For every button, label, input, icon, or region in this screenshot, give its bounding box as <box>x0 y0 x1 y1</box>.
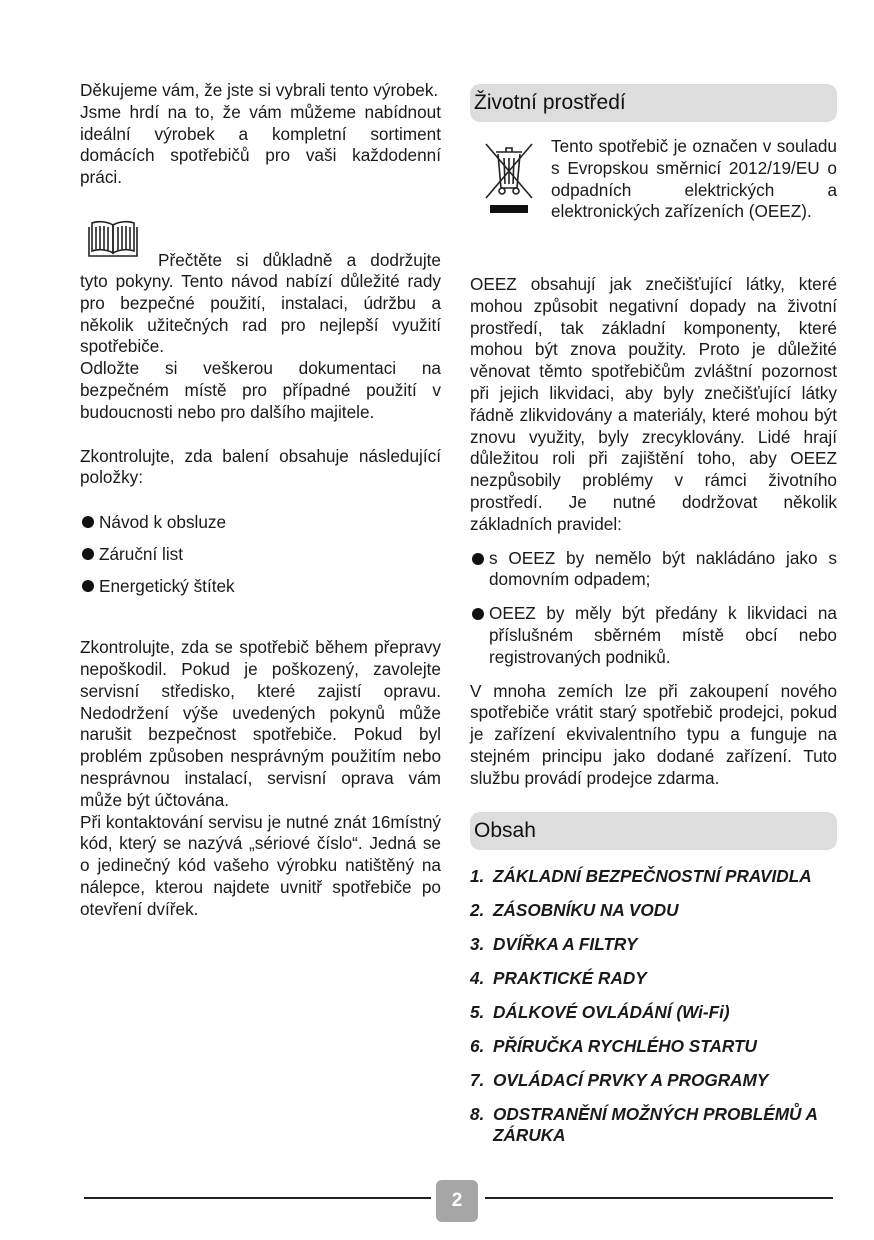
package-items-list <box>80 511 441 597</box>
toc-item[interactable] <box>470 1036 837 1057</box>
proud-paragraph: Jsme hrdí na to, že vám můžeme nabídnout ideální výrobek a kompletní sortiment domácích spotřebičů pro vaši každodenní práci. <box>80 101 441 188</box>
weee-intro-text: Tento spotřebič je označen v souladu s Evropskou směrnicí 2012/19/EU o odpadních elektrických a elektronických zařízeních (OEEZ). <box>551 136 837 222</box>
package-item-label: Návod k obsluze <box>99 512 227 533</box>
left-column <box>80 80 441 921</box>
weee-body-text: OEEZ obsahují jak znečišťující látky, které mohou způsobit negativní dopady na životní prostředí, tak základní komponenty, které mohou být znova použity. Proto je důležité věnovat těmto spotřebičům zvláštní pozornost při jejich likvidaci, aby byly znečišťující látky řádně zlikvidovány a materiály, které mohou být znovu využity, byly zrecyklovány. Lidé hrají důležitou roli při zajištění toho, aby OEEZ nezpůsobily problémy v rámci životního prostředí. Je nutné dodržovat několik základních pravidel: <box>470 274 837 534</box>
toc-number: 8. <box>470 1103 485 1124</box>
thanks-paragraph: Děkujeme vám, že jste si vybrali tento výrobek. <box>80 80 439 100</box>
check-damage-text: Zkontrolujte, zda se spotřebič během přepravy nepoškodil. Pokud je poškozený, zavolejte servisní středisko, které zajistí opravu. Nedodržení výše uvedených pokynů může narušit bezpečnost spotřebiče. Pokud byl problém způsoben nesprávným použitím nebo nesprávnou instalací, servisní oprava vám může být účtována. <box>80 637 441 810</box>
toc-number: 1. <box>470 865 485 886</box>
crossed-out-wheelie-bin-icon <box>482 138 536 214</box>
list-item <box>80 543 441 565</box>
toc-title: PŘÍRUČKA RYCHLÉHO STARTU <box>493 1035 757 1056</box>
bullet-icon <box>82 516 94 528</box>
toc-title: OVLÁDACÍ PRVKY A PROGRAMY <box>493 1069 769 1090</box>
package-item-label: Energetický štítek <box>99 576 235 597</box>
footer-divider-left <box>84 1197 431 1199</box>
read-instructions-text: tyto pokyny. Tento návod nabízí důležité rady pro bezpečné použití, instalaci, údržbu a několik užitečných rad pro nejlepší využití spotřebiče. <box>80 270 441 357</box>
toc-number: 5. <box>470 1001 485 1022</box>
toc-item[interactable] <box>470 866 837 887</box>
right-column <box>470 84 837 1159</box>
toc-title: ODSTRANĚNÍ MOŽNÝCH PROBLÉMŮ A ZÁRUKA <box>493 1103 818 1145</box>
weee-notice <box>470 136 837 276</box>
page-number-badge: 2 <box>436 1180 478 1222</box>
list-item <box>470 603 837 668</box>
store-documentation-text: Odložte si veškerou dokumentaci na bezpečném místě pro případné použití v budoucnosti nebo pro dalšího majitele. <box>80 358 441 422</box>
toc-number: 7. <box>470 1069 485 1090</box>
toc-title: ZÁKLADNÍ BEZPEČNOSTNÍ PRAVIDLA <box>493 865 812 886</box>
toc-item[interactable] <box>470 934 837 955</box>
toc-item[interactable] <box>470 1002 837 1023</box>
toc-number: 3. <box>470 933 485 954</box>
toc-item[interactable] <box>470 1070 837 1091</box>
bullet-icon <box>82 548 94 560</box>
rule-text: OEEZ by měly být předány k likvidaci na příslušném sběrném místě obcí nebo registrovaných podniků. <box>489 603 837 667</box>
toc-number: 4. <box>470 967 485 988</box>
footer-divider-right <box>485 1197 833 1199</box>
take-back-text: V mnoha zemích lze při zakoupení nového spotřebiče vrátit starý spotřebič prodejci, pokud je zařízení ekvivalentního typu a funguje na stejném principu jako dodané zařízení. Tuto službu provádí prodejce zdarma. <box>470 680 837 788</box>
toc-title: DÁLKOVÉ OVLÁDÁNÍ (Wi-Fi) <box>493 1001 730 1022</box>
bullet-icon <box>82 580 94 592</box>
open-book-icon <box>88 219 138 259</box>
table-of-contents <box>470 866 837 1146</box>
read-instructions-row <box>80 219 441 271</box>
bullet-icon <box>472 608 484 620</box>
toc-number: 2. <box>470 899 485 920</box>
list-item <box>470 548 837 592</box>
check-package-text: Zkontrolujte, zda balení obsahuje následující položky: <box>80 445 441 488</box>
toc-item[interactable] <box>470 1104 837 1146</box>
bullet-icon <box>472 553 484 565</box>
toc-title: PRAKTICKÉ RADY <box>493 967 647 988</box>
package-item-label: Záruční list <box>99 544 184 565</box>
disposal-rules-list <box>470 548 837 669</box>
contents-heading: Obsah <box>470 812 837 850</box>
toc-item[interactable] <box>470 900 837 921</box>
toc-number: 6. <box>470 1035 485 1056</box>
list-item <box>80 511 441 533</box>
toc-title: DVÍŘKA A FILTRY <box>493 933 638 954</box>
rule-text: s OEEZ by nemělo být nakládáno jako s domovním odpadem; <box>489 547 837 590</box>
toc-title: ZÁSOBNÍKU NA VODU <box>493 899 679 920</box>
read-instructions-first-line: Přečtěte si důkladně a dodržujte <box>158 249 441 270</box>
environment-heading: Životní prostředí <box>470 84 837 122</box>
toc-item[interactable] <box>470 968 837 989</box>
service-code-text: Při kontaktování servisu je nutné znát 16místný kód, který se nazývá „sériové číslo“. Jedná se o jedinečný kód vašeho výrobku natištěný na nálepce, kterou najdete uvnitř spotřebiče po otevření dvířek. <box>80 811 441 919</box>
list-item <box>80 575 441 597</box>
